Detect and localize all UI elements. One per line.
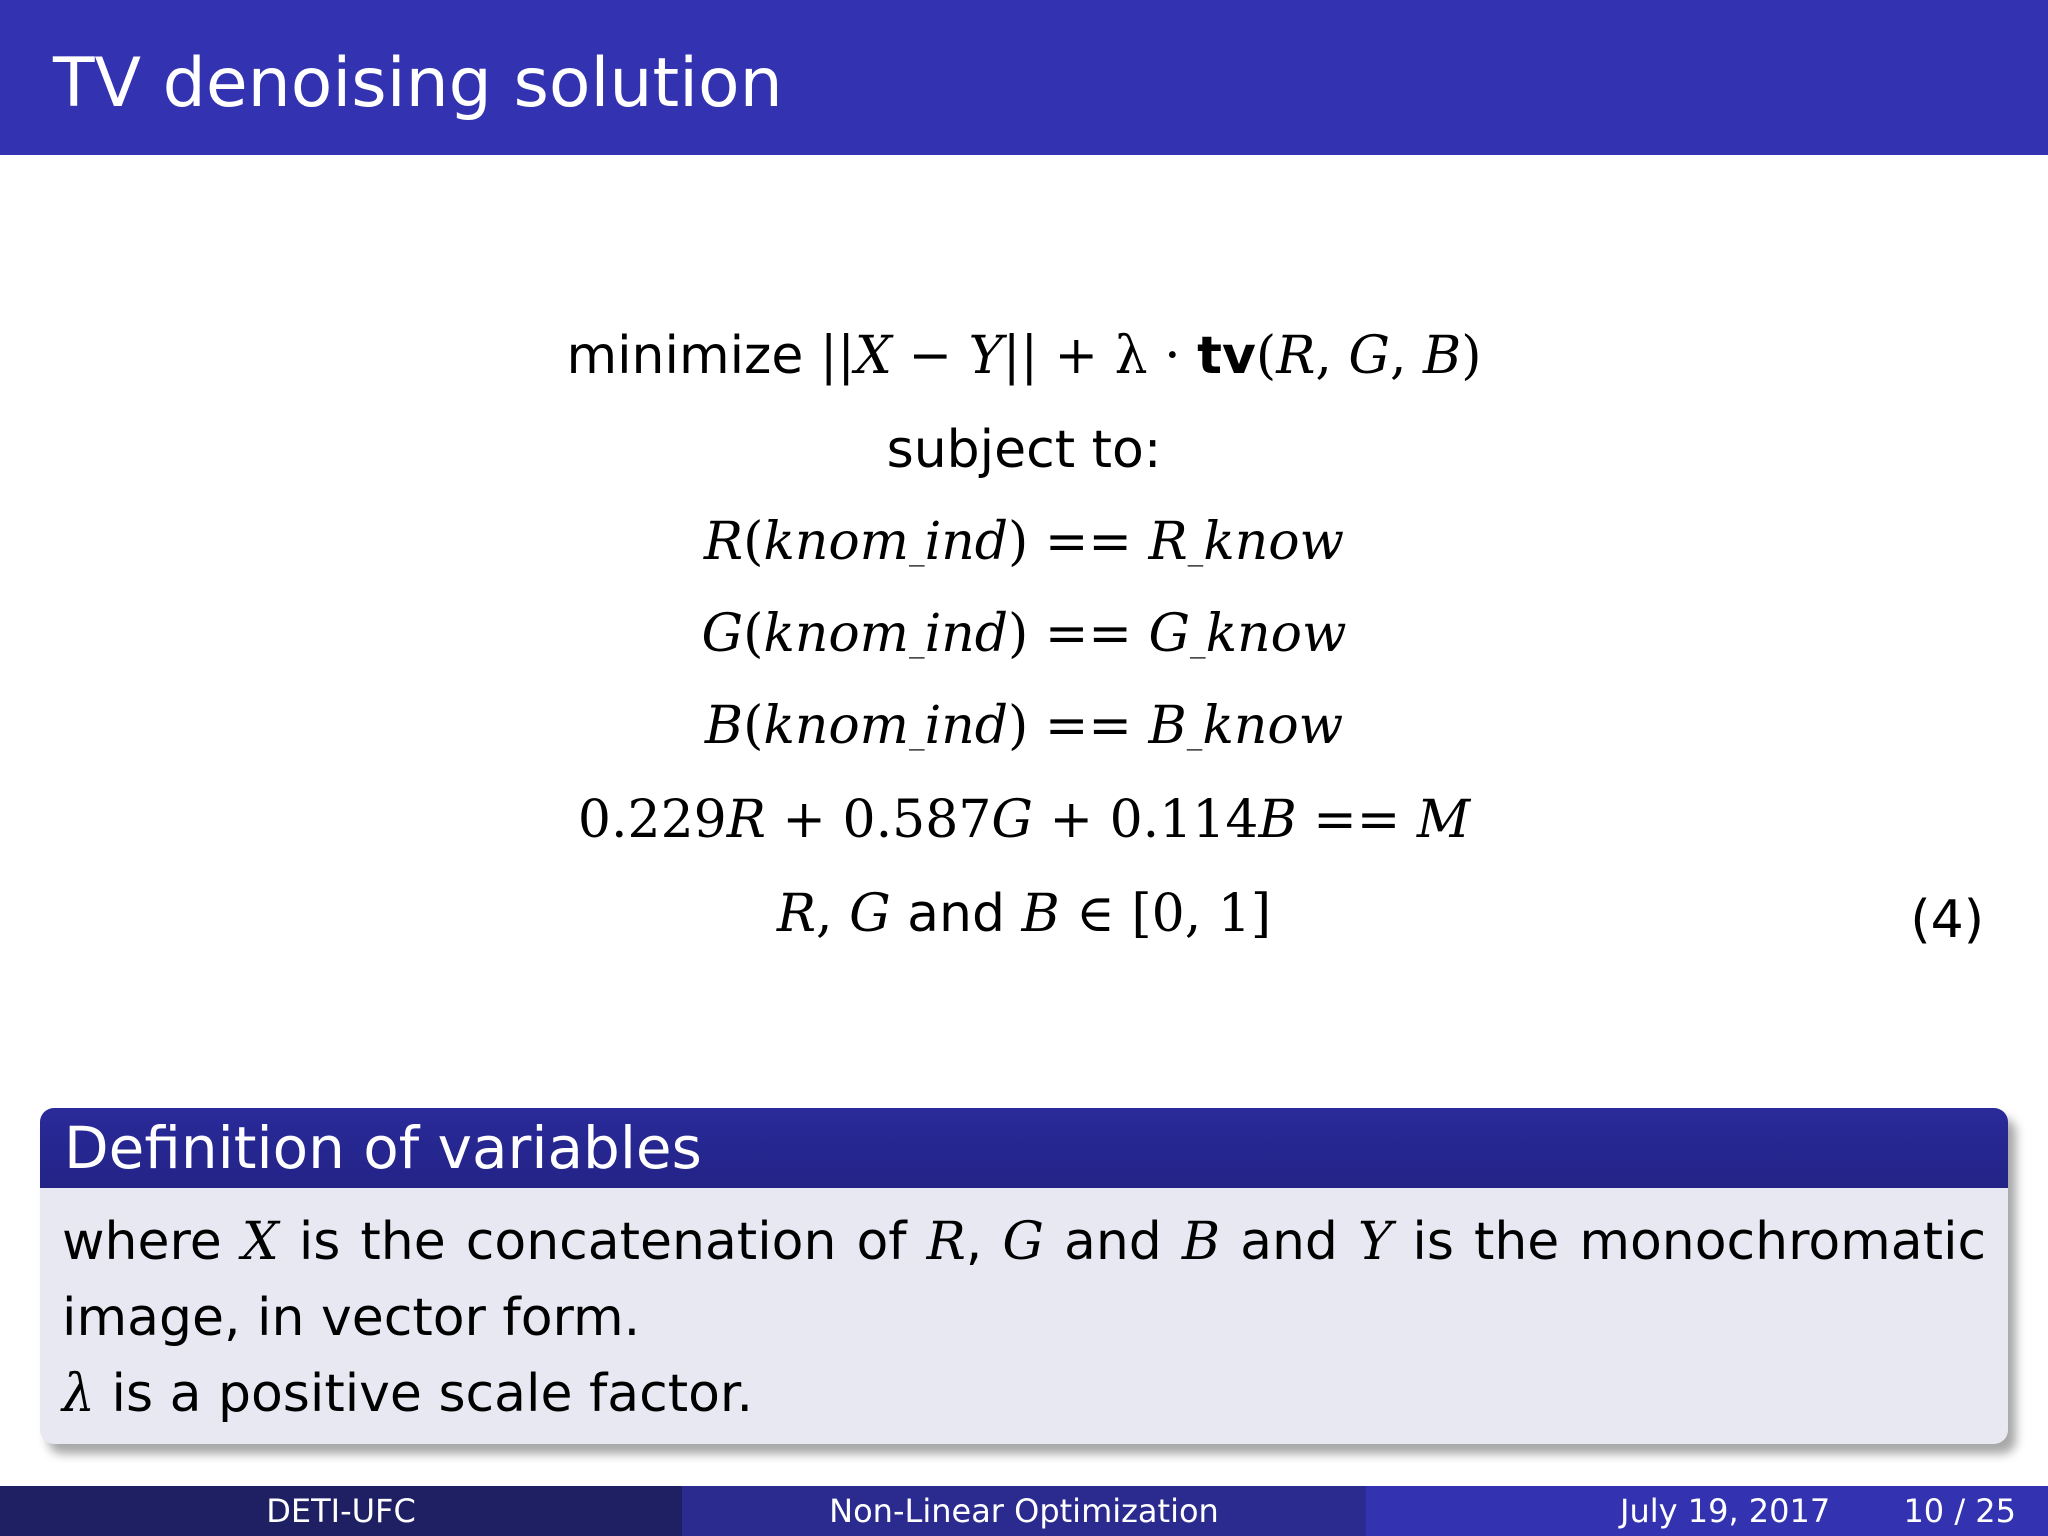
definition-block-title: Definition of variables bbox=[40, 1108, 2008, 1188]
subject-to-label: subject to: bbox=[886, 420, 1162, 480]
footer-page-number: 10 / 25 bbox=[1903, 1492, 2016, 1530]
footer-bar bbox=[0, 1486, 2048, 1536]
footer-institution: DETI-UFC bbox=[0, 1486, 682, 1536]
constraint-range: R, G and B ∈ [0, 1] bbox=[776, 884, 1272, 944]
constraint-b: B(knom_ind) == B_know bbox=[704, 696, 1344, 756]
equation-number: (4) bbox=[1910, 890, 1984, 950]
subject-to-line bbox=[0, 420, 2048, 480]
footer-course: Non-Linear Optimization bbox=[682, 1486, 1366, 1536]
definition-block-body: where X is the concatenation of R, G and B and Y is the monochromatic image, in vector form. λ is a positive scale factor. bbox=[62, 1212, 1987, 1424]
slide-title: TV denoising solution bbox=[53, 44, 783, 123]
constraint-luminance: 0.229R + 0.587G + 0.114B == M bbox=[577, 790, 1471, 850]
and-label: and bbox=[907, 884, 1006, 944]
footer-date: July 19, 2017 bbox=[1620, 1492, 1831, 1530]
objective-line: minimize ||X − Y|| + λ · tv(R, G, B) bbox=[566, 326, 1482, 386]
constraint-g: G(knom_ind) == G_know bbox=[701, 604, 1347, 664]
footer-right bbox=[1366, 1486, 2048, 1536]
constraint-r: R(knom_ind) == R_know bbox=[703, 512, 1345, 572]
minimize-label: minimize bbox=[566, 326, 804, 386]
definition-block bbox=[40, 1108, 2008, 1444]
title-bar bbox=[0, 0, 2048, 155]
